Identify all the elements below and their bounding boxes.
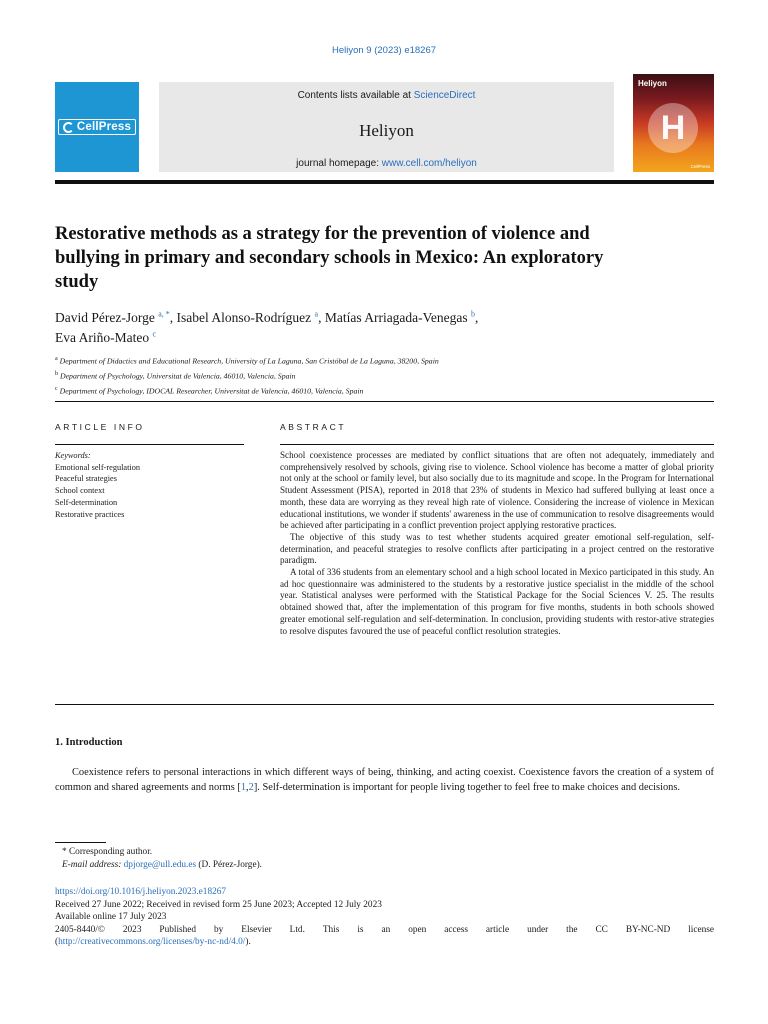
doi-link[interactable]: https://doi.org/10.1016/j.heliyon.2023.e18267 (55, 887, 227, 897)
introduction-heading: 1. Introduction (55, 737, 123, 748)
journal-citation[interactable]: Heliyon 9 (2023) e18267 (331, 45, 437, 56)
license-link[interactable]: http://creativecommons.org/licenses/by-nc-nd/4.0/ (58, 937, 246, 948)
license-word: under (527, 924, 549, 935)
license-word: an (381, 924, 391, 935)
intro-text-before: Coexistence refers to personal interactions in which different ways of being, thinking, and acting coexist. Coexistence favors the creation of a system of common and shared agreements and norms [ (55, 767, 714, 793)
license-word: Ltd. (289, 924, 305, 935)
license-word: This (322, 924, 340, 935)
reference-separator: , (246, 781, 249, 793)
email-suffix: (D. Pérez-Jorge). (196, 860, 262, 871)
affiliation-item (55, 368, 655, 383)
license-word: is (357, 924, 364, 935)
license-close: ). (245, 937, 251, 948)
author-name[interactable]: Isabel Alonso-Rodríguez (176, 310, 312, 325)
reference-link[interactable]: 1 (240, 781, 247, 793)
contents-line (159, 90, 614, 101)
keyword-item: School context (55, 486, 105, 496)
abstract-heading: ABSTRACT (280, 422, 347, 432)
abstract-rule (280, 444, 714, 445)
author-affiliation-mark[interactable]: b (471, 309, 476, 319)
license-word: the (566, 924, 578, 935)
license-link-line: (http://creativecommons.org/licenses/by-nc-nd/4.0/). (55, 937, 251, 948)
abstract-body (280, 450, 714, 637)
masthead-center-panel (159, 82, 614, 172)
masthead-divider (55, 180, 714, 184)
affiliation-text: Department of Psychology, Universitat de Valencia, 46010, Valencia, Spain (59, 371, 296, 381)
affiliation-mark: b (55, 370, 58, 377)
abstract-paragraph: School coexistence processes are mediated by conflict situations that are often not adequately, immediately and comprehensively resolved by schools, giving rise to violence. School violence has become a matter of global priority not only at the school or family level, but also socially due to its magnitude and scope. In the Program for International Student Assessment (PISA), reported in 2018 that 23% of students in Mexico had suffered bullying at least once a month, these data are worrying as they reveal high rate of violence. Considering the increase of violence in Mexican educational institutions, we wonder if students' awareness in the use of communication to resolve disagreements would be achieved after participating in a conflict prevention project applying restorative practices. (280, 450, 714, 531)
reference-link[interactable]: 2 (248, 781, 254, 793)
homepage-line (159, 158, 614, 169)
author-affiliation-mark[interactable]: a, * (158, 309, 170, 319)
online-date: Available online 17 July 2023 (55, 912, 167, 923)
cellpress-logo-text: CellPress (76, 121, 132, 133)
license-word: license (688, 924, 714, 935)
license-word: article (485, 924, 510, 935)
keyword-item: Restorative practices (55, 509, 125, 519)
abstract-paragraph: A total of 336 students from an elementary school and a high school located in Mexico participated in this study. An ad hoc questionnaire was administered to the students by a restorative justice specialist in the middle of the school year. Statistical analyses were performed with the Statistical Package for the Social Sciences V. 25. The results obtained showed that, after the implementation of this program for five months, students in both schools showed greater emotional self-regulation and self-determination. In conclusion, providing students with restor-ative strategies to resolve disputes favoured the use of peaceful conflict resolution strategies. (280, 567, 714, 636)
affiliation-text: Department of Psychology, IDOCAL Researcher, Universitat de Valencia, 46010, Valencia, Spain (59, 386, 364, 396)
homepage-prefix: journal homepage: (296, 158, 382, 169)
cover-title: Heliyon (638, 79, 667, 88)
publication-info (55, 886, 714, 949)
introduction-paragraph (55, 766, 714, 795)
author-list: David Pérez-Jorge $^{a, *}$, Isabel Alonso-Rodríguez $^a$, Matías Arriagada-Venegas $^b$, Eva Ariño-Mateo $^c$ (55, 309, 479, 345)
sciencedirect-link[interactable]: ScienceDirect (413, 90, 476, 101)
affiliation-mark: c (55, 385, 58, 392)
license-word: BY-NC-ND (625, 924, 671, 935)
article-title: Restorative methods as a strategy for the prevention of violence and bullying in primary and secondary schools in Mexico: An exploratory study (55, 224, 604, 292)
keyword-item: Peaceful strategies (55, 474, 117, 484)
license-word: Elsevier (241, 924, 272, 935)
license-word: open (408, 924, 427, 935)
author-name[interactable]: Eva Ariño-Mateo (55, 330, 150, 345)
footnotes (62, 846, 702, 873)
license-word: access (444, 924, 468, 935)
contents-prefix: Contents lists available at (297, 90, 414, 101)
license-word: 2023 (122, 924, 142, 935)
affiliation-text: Department of Didactics and Educational Research, University of La Laguna, San Cristóbal de La Laguna, 38200, Spain (59, 356, 439, 366)
keywords-block (55, 450, 245, 520)
intro-text-after: ]. Self-determination is important for people living together to feel free to make choices and decisions. (253, 781, 681, 793)
email-label: E-mail address: (62, 860, 122, 871)
email-note (62, 859, 702, 872)
affiliation-mark: a (55, 356, 58, 362)
cellpress-badge (58, 119, 136, 135)
cover-footer: CellPress (690, 164, 710, 169)
license-word: CC (595, 924, 608, 935)
abstract-paragraph: The objective of this study was to test whether students acquired greater emotional self-regulation, self-determination, and peaceful strategies to resolve conflicts after participating in a project centred on the restorative paradigm. (280, 531, 714, 566)
keyword-item: Self-determination (55, 497, 118, 507)
journal-cover-thumbnail[interactable] (633, 74, 714, 172)
email-link[interactable]: dpjorge@ull.edu.es (123, 860, 197, 871)
journal-masthead (55, 74, 714, 172)
affiliation-list (55, 353, 655, 397)
affiliation-item (55, 383, 655, 398)
history-dates: Received 27 June 2022; Received in revised form 25 June 2023; Accepted 12 July 2023 (55, 899, 382, 910)
journal-name: Heliyon (359, 121, 414, 140)
footnote-rule (55, 842, 106, 843)
article-info-rule (55, 444, 244, 445)
corresponding-author-note: * Corresponding author. (62, 847, 153, 857)
abstract-bottom-divider (55, 704, 714, 705)
affiliation-item (55, 353, 655, 368)
author-affiliation-mark[interactable]: c (152, 329, 157, 339)
header-divider (55, 401, 714, 402)
cover-letter: H (660, 109, 686, 147)
license-word: by (214, 924, 224, 935)
keywords-label: Keywords: (55, 451, 91, 460)
license-statement (55, 924, 714, 937)
author-affiliation-mark[interactable]: a (314, 309, 319, 319)
cellpress-logo[interactable] (55, 82, 139, 172)
author-name[interactable]: David Pérez-Jorge (55, 310, 155, 325)
author-name[interactable]: Matías Arriagada-Venegas (324, 310, 468, 325)
keyword-item: Emotional self-regulation (55, 462, 141, 472)
cellpress-mark-icon (63, 122, 74, 133)
article-info-heading: ARTICLE INFO (55, 422, 145, 432)
journal-homepage-link[interactable]: www.cell.com/heliyon (381, 158, 477, 169)
license-word: Published (159, 924, 197, 935)
license-word: 2405-8440/© (55, 924, 105, 935)
